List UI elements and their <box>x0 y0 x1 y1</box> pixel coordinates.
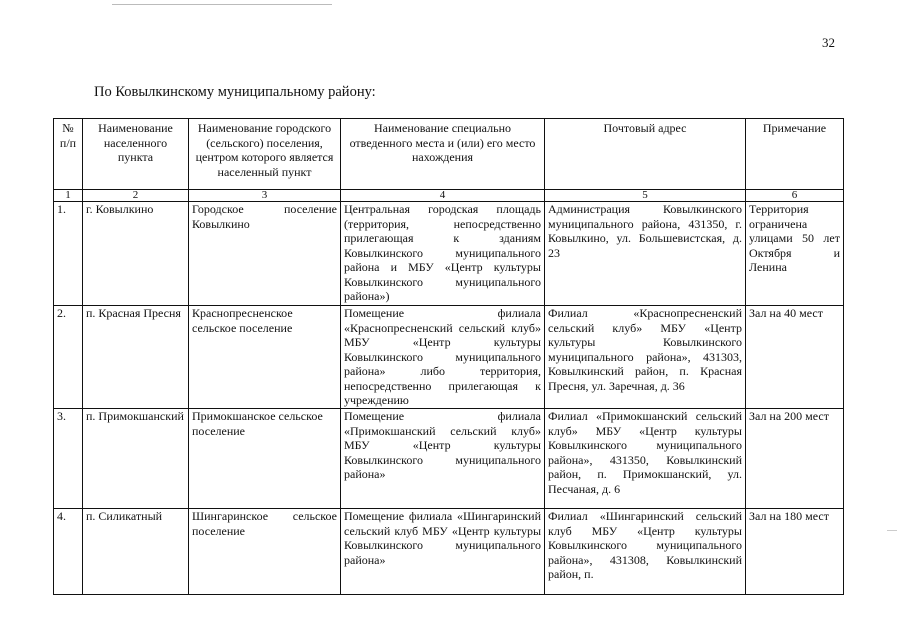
column-header: Наименование населенного пункта <box>83 119 189 190</box>
address-cell: Филиал «Шингаринский сельский клуб МБУ «Центр культуры Ковылкинского муниципального района», 431308, Ковылкинский район, п. <box>545 509 746 595</box>
settlement-cell: г. Ковылкино <box>83 202 189 306</box>
municipality-cell: Примокшанское сельское поселение <box>189 409 341 509</box>
column-number: 3 <box>189 190 341 202</box>
column-header: № п/п <box>54 119 83 190</box>
table-row <box>54 202 844 306</box>
column-number: 6 <box>746 190 844 202</box>
table-row <box>54 509 844 595</box>
column-header: Наименование специально отведенного места и (или) его место нахождения <box>341 119 545 190</box>
top-rule <box>112 4 332 5</box>
municipality-cell: Краснопресненское сельское поселение <box>189 306 341 409</box>
column-number: 2 <box>83 190 189 202</box>
row-number: 4. <box>54 509 83 595</box>
table-header-row <box>54 119 844 190</box>
place-cell: Помещение филиала «Шингаринский сельский клуб МБУ «Центр культуры Ковылкинского муниципального района» <box>341 509 545 595</box>
section-heading: По Ковылкинскому муниципальному району: <box>94 84 376 100</box>
polling-places-table <box>53 118 844 595</box>
note-cell: Территория ограничена улицами 50 лет Октября и Ленина <box>746 202 844 306</box>
column-number-row <box>54 190 844 202</box>
column-number: 5 <box>545 190 746 202</box>
note-cell: Зал на 180 мест <box>746 509 844 595</box>
settlement-cell: п. Силикатный <box>83 509 189 595</box>
address-cell: Филиал «Краснопресненский сельский клуб» МБУ «Центр культуры Ковылкинского муниципального района», 431303, Ковылкинский район, п. Красная Пресня, ул. Заречная, д. 36 <box>545 306 746 409</box>
column-number: 1 <box>54 190 83 202</box>
row-number: 3. <box>54 409 83 509</box>
address-cell: Администрация Ковылкинского муниципального района, 431350, г. Ковылкино, ул. Большевистская, д. 23 <box>545 202 746 306</box>
table-row <box>54 306 844 409</box>
column-header: Примечание <box>746 119 844 190</box>
place-cell: Помещение филиала «Примокшанский сельский клуб» МБУ «Центр культуры Ковылкинского муниципального района» <box>341 409 545 509</box>
note-cell: Зал на 200 мест <box>746 409 844 509</box>
municipality-cell: Шингаринское сельское поселение <box>189 509 341 595</box>
row-number: 1. <box>54 202 83 306</box>
margin-mark <box>887 530 897 531</box>
column-header: Почтовый адрес <box>545 119 746 190</box>
settlement-cell: п. Красная Пресня <box>83 306 189 409</box>
municipality-cell: Городское поселение Ковылкино <box>189 202 341 306</box>
place-cell: Центральная городская площадь (территория, непосредственно прилегающая к зданиям Ковылкинского муниципального района и МБУ «Центр культуры Ковылкинского муниципального района») <box>341 202 545 306</box>
settlement-cell: п. Примокшанский <box>83 409 189 509</box>
table-row <box>54 409 844 509</box>
place-cell: Помещение филиала «Краснопресненский сельский клуб» МБУ «Центр культуры Ковылкинского муниципального района» либо территория, непосредственно прилегающая к учреждению <box>341 306 545 409</box>
note-cell: Зал на 40 мест <box>746 306 844 409</box>
page-number: 32 <box>822 35 835 50</box>
address-cell: Филиал «Примокшанский сельский клуб» МБУ «Центр культуры Ковылкинского муниципального района», 431350, Ковылкинский район, п. Примокшанский, ул. Песчаная, д. 6 <box>545 409 746 509</box>
column-header: Наименование городского (сельского) поселения, центром которого является населенный пункт <box>189 119 341 190</box>
row-number: 2. <box>54 306 83 409</box>
column-number: 4 <box>341 190 545 202</box>
